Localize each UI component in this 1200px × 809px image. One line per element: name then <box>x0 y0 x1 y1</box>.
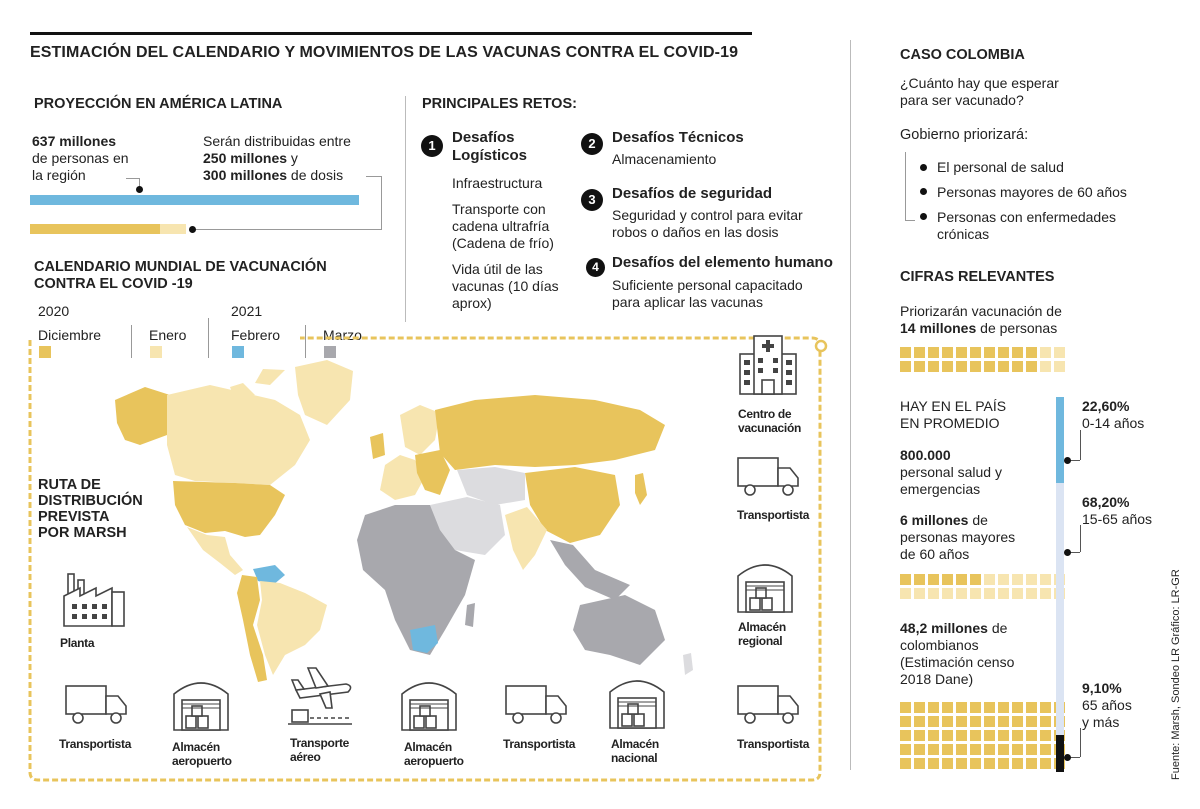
year-2021: 2021 <box>231 303 263 319</box>
label-planta: Planta <box>60 636 95 650</box>
people-line2: de personas en <box>32 150 129 166</box>
people-bold: 637 millones <box>32 133 117 149</box>
label-almacen-nacional <box>611 737 659 765</box>
pictogram-square <box>1026 730 1037 741</box>
pictogram-square <box>900 347 911 358</box>
pictogram-square <box>998 730 1009 741</box>
map-madagascar <box>465 603 475 627</box>
pictogram-square <box>998 574 1009 585</box>
pictogram-square <box>900 716 911 727</box>
health-staff-bold: 800.000 <box>900 447 951 463</box>
truck-icon <box>504 684 568 726</box>
pictogram-square <box>942 702 953 713</box>
grid-6-millones <box>900 574 1070 602</box>
pictogram-square <box>984 588 995 599</box>
label-almacen-aeropuerto-1b: aeropuerto <box>172 754 232 768</box>
map-japan <box>635 473 647 505</box>
label-transportista-3: Transportista <box>737 737 810 751</box>
label-transportista-1: Transportista <box>59 737 132 751</box>
doses-line1: Serán distribuidas entre <box>203 133 351 149</box>
map-uk <box>370 433 385 459</box>
priority-bullet-3 <box>920 213 927 220</box>
figures-priority-rest: de personas <box>976 320 1058 336</box>
population-bold: 48,2 millones <box>900 620 988 636</box>
challenge-1-detail-7: aprox) <box>452 295 492 311</box>
priority-bracket <box>905 152 906 220</box>
colombia-question-1: ¿Cuánto hay que esperar <box>900 75 1059 91</box>
priority-bullet-1 <box>920 164 927 171</box>
colombia-question-2: para ser vacunado? <box>900 92 1024 108</box>
map-new-zealand <box>683 653 693 675</box>
pictogram-square <box>942 361 953 372</box>
country-heading-1: HAY EN EL PAÍS <box>900 398 1007 414</box>
age-connector-2v <box>1080 525 1081 552</box>
pictogram-square <box>1012 347 1023 358</box>
population-2: colombianos <box>900 637 979 653</box>
pictogram-square <box>998 361 1009 372</box>
label-almacen-nacional-2: nacional <box>611 751 658 765</box>
older-people-rest: de <box>968 512 988 528</box>
pictogram-square <box>984 730 995 741</box>
pictogram-square <box>914 730 925 741</box>
pictogram-square <box>1012 574 1023 585</box>
pictogram-square <box>900 758 911 769</box>
health-staff-3: emergencias <box>900 481 981 497</box>
pictogram-square <box>1040 574 1051 585</box>
challenge-number-1: 1 <box>421 135 443 157</box>
age-group-65plus <box>1082 680 1132 731</box>
colombia-heading: CASO COLOMBIA <box>900 47 1025 63</box>
month-diciembre: Diciembre <box>38 327 102 343</box>
population-rest: de <box>987 620 1008 636</box>
pictogram-square <box>970 730 981 741</box>
age-connector-3v <box>1080 728 1081 757</box>
pictogram-square <box>942 574 953 585</box>
airplane-icon <box>286 664 356 730</box>
pictogram-square <box>1012 730 1023 741</box>
pictogram-square <box>928 758 939 769</box>
label-almacen-aeropuerto-2 <box>404 740 464 768</box>
map-mexico <box>187 527 243 575</box>
page-title: ESTIMACIÓN DEL CALENDARIO Y MOVIMIENTOS DE LAS VACUNAS CONTRA EL COVID-19 <box>30 44 739 61</box>
map-russia <box>435 395 665 470</box>
label-centro-2: vacunación <box>738 421 802 435</box>
pictogram-square <box>984 702 995 713</box>
pictogram-square <box>900 730 911 741</box>
pictogram-square <box>998 702 1009 713</box>
pictogram-square <box>970 361 981 372</box>
pictogram-square <box>1026 347 1037 358</box>
challenge-4-title: Desafíos del elemento humano <box>612 254 833 271</box>
label-almacen-regional-1: Almacén <box>738 620 786 634</box>
route-heading-3: PREVISTA <box>38 509 110 525</box>
pictogram-square <box>1026 361 1037 372</box>
pictogram-square <box>956 588 967 599</box>
age-label-2: 15-65 años <box>1082 511 1153 527</box>
figures-heading: CIFRAS RELEVANTES <box>900 269 1055 285</box>
pictogram-square <box>942 744 953 755</box>
warehouse-icon <box>400 674 458 732</box>
pictogram-square <box>984 574 995 585</box>
challenge-1-detail-1: Infraestructura <box>452 175 543 191</box>
challenge-number-3: 3 <box>581 189 603 211</box>
label-almacen-nacional-1: Almacén <box>611 737 659 751</box>
calendar-heading-2: CONTRA EL COVID -19 <box>34 276 193 292</box>
hospital-icon <box>738 334 798 396</box>
label-almacen-regional <box>738 620 786 648</box>
age-bar-0-14 <box>1056 397 1064 483</box>
doses-bold1: 250 millones <box>203 150 288 166</box>
pictogram-square <box>928 347 939 358</box>
pictogram-square <box>900 574 911 585</box>
month-febrero: Febrero <box>231 327 281 343</box>
country-heading <box>900 398 1006 432</box>
priority-item-2: Personas mayores de 60 años <box>937 184 1127 200</box>
age-bar-65plus <box>1056 735 1064 772</box>
pictogram-square <box>1012 758 1023 769</box>
label-almacen-aeropuerto-1a: Almacén <box>172 740 220 754</box>
population <box>900 620 1014 688</box>
label-transporte-aereo-1: Transporte <box>290 736 350 750</box>
older-people-3: de 60 años <box>900 546 970 562</box>
figures-priority-1: Priorizarán vacunación de <box>900 303 1062 319</box>
pictogram-square <box>928 744 939 755</box>
projection-heading: PROYECCIÓN EN AMÉRICA LATINA <box>34 96 283 112</box>
truck-icon <box>64 684 128 726</box>
map-canada <box>167 385 310 485</box>
pictogram-square <box>956 574 967 585</box>
warehouse-icon <box>608 672 666 730</box>
pictogram-square <box>984 347 995 358</box>
route-heading-4: POR MARSH <box>38 525 127 541</box>
pictogram-square <box>998 758 1009 769</box>
pictogram-square <box>942 588 953 599</box>
pictogram-square <box>970 758 981 769</box>
health-staff-2: personal salud y <box>900 464 1002 480</box>
pictogram-square <box>1012 744 1023 755</box>
pictogram-square <box>1026 758 1037 769</box>
pictogram-square <box>1054 347 1065 358</box>
people-line3: la región <box>32 167 86 183</box>
pictogram-square <box>984 361 995 372</box>
pictogram-square <box>1012 716 1023 727</box>
pictogram-square <box>900 361 911 372</box>
pictogram-square <box>970 702 981 713</box>
label-centro-vacunacion <box>738 407 801 435</box>
challenge-number-4: 4 <box>586 258 605 277</box>
pictogram-square <box>956 347 967 358</box>
pictogram-square <box>1012 588 1023 599</box>
pictogram-square <box>956 730 967 741</box>
challenge-3-detail-2: robos o daños en las dosis <box>612 224 779 240</box>
pictogram-square <box>984 744 995 755</box>
priority-item-3b: crónicas <box>937 226 990 242</box>
pictogram-square <box>942 758 953 769</box>
older-people-bold: 6 millones <box>900 512 969 528</box>
challenge-1-detail-6: vacunas (10 días <box>452 278 559 294</box>
pictogram-square <box>900 744 911 755</box>
challenge-1-title-2: Logísticos <box>452 147 528 164</box>
pictogram-square <box>914 702 925 713</box>
label-transporte-aereo <box>290 736 349 764</box>
doses-rest: de dosis <box>287 167 344 183</box>
figures-priority <box>900 303 1062 337</box>
label-almacen-aeropuerto-1 <box>172 740 232 768</box>
credit-source: Fuente: Marsh, Sondeo LR <box>1170 647 1182 780</box>
pictogram-square <box>1054 361 1065 372</box>
label-almacen-regional-2: regional <box>738 634 783 648</box>
label-almacen-aeropuerto-2b: aeropuerto <box>404 754 464 768</box>
pictogram-square <box>928 361 939 372</box>
route-heading-1: RUTA DE <box>38 477 101 493</box>
challenge-4-detail-1: Suficiente personal capacitado <box>612 277 803 293</box>
challenge-3-title: Desafíos de seguridad <box>612 185 773 202</box>
label-centro-1: Centro de <box>738 407 792 421</box>
pictogram-square <box>914 716 925 727</box>
pictogram-square <box>914 574 925 585</box>
grid-14-millones <box>900 347 1070 375</box>
older-people <box>900 512 1015 563</box>
map-alaska <box>115 387 170 445</box>
priority-bracket-bottom <box>905 220 915 221</box>
pictogram-square <box>970 716 981 727</box>
pictogram-square <box>928 730 939 741</box>
priority-item-3 <box>937 209 1116 243</box>
challenge-2-detail: Almacenamiento <box>612 151 717 167</box>
age-group-0-14 <box>1082 398 1144 432</box>
map-australia <box>573 595 665 665</box>
pictogram-square <box>984 716 995 727</box>
calendar-heading-1: CALENDARIO MUNDIAL DE VACUNACIÓN <box>34 259 327 275</box>
pictogram-square <box>942 347 953 358</box>
pictogram-square <box>998 588 1009 599</box>
route-heading-2: DISTRIBUCIÓN <box>38 493 143 509</box>
pictogram-square <box>1040 744 1051 755</box>
pictogram-square <box>1040 758 1051 769</box>
pictogram-square <box>928 702 939 713</box>
pictogram-square <box>928 588 939 599</box>
challenge-4-detail-2: para aplicar las vacunas <box>612 294 763 310</box>
truck-icon <box>736 684 800 726</box>
world-map <box>95 355 715 685</box>
map-south-america <box>257 581 327 675</box>
age-dot-3 <box>1064 754 1071 761</box>
challenge-1-detail-4: (Cadena de frío) <box>452 235 554 251</box>
pictogram-square <box>914 744 925 755</box>
factory-icon <box>62 572 126 628</box>
year-2020: 2020 <box>38 303 70 319</box>
map-se-asia <box>550 540 630 600</box>
pictogram-square <box>914 758 925 769</box>
population-3: (Estimación censo <box>900 654 1015 670</box>
pictogram-square <box>914 347 925 358</box>
colombia-question <box>900 75 1059 109</box>
truck-icon <box>736 456 800 498</box>
pictogram-square <box>970 347 981 358</box>
month-marzo: Marzo <box>323 327 362 343</box>
pictogram-square <box>1026 702 1037 713</box>
pictogram-square <box>928 716 939 727</box>
age-pct-3: 9,10% <box>1082 680 1122 696</box>
credit-graphic: Gráfico: LR-GR <box>1170 569 1182 645</box>
pictogram-square <box>914 588 925 599</box>
pictogram-square <box>914 361 925 372</box>
pictogram-square <box>1040 730 1051 741</box>
doses-y: y <box>287 150 298 166</box>
age-dot-1 <box>1064 457 1071 464</box>
pictogram-square <box>956 361 967 372</box>
route-heading <box>38 477 143 541</box>
priority-item-3a: Personas con enfermedades <box>937 209 1116 225</box>
pictogram-square <box>1026 574 1037 585</box>
pictogram-square <box>900 588 911 599</box>
pictogram-square <box>956 758 967 769</box>
challenge-1-title-1: Desafíos <box>452 129 515 146</box>
pictogram-square <box>1040 347 1051 358</box>
pictogram-square <box>956 702 967 713</box>
warehouse-icon <box>736 556 794 614</box>
challenge-number-2: 2 <box>581 133 603 155</box>
pictogram-square <box>1012 361 1023 372</box>
pictogram-square <box>928 574 939 585</box>
priority-item-1: El personal de salud <box>937 159 1064 175</box>
figures-priority-bold: 14 millones <box>900 320 977 336</box>
pictogram-square <box>942 716 953 727</box>
health-staff <box>900 447 1002 498</box>
label-almacen-aeropuerto-2a: Almacén <box>404 740 452 754</box>
pictogram-square <box>956 716 967 727</box>
pictogram-square <box>998 744 1009 755</box>
age-bar-15-65 <box>1056 483 1064 735</box>
age-dot-2 <box>1064 549 1071 556</box>
age-label-1: 0-14 años <box>1082 415 1145 431</box>
pictogram-square <box>1026 744 1037 755</box>
doses-bold2: 300 millones <box>203 167 288 183</box>
pictogram-square <box>970 574 981 585</box>
challenge-1-detail-5: Vida útil de las <box>452 261 543 277</box>
pictogram-square <box>1040 716 1051 727</box>
country-heading-2: EN PROMEDIO <box>900 415 1000 431</box>
grid-48-millones <box>900 702 1070 774</box>
population-4: 2018 Dane) <box>900 671 974 687</box>
age-connector-1v <box>1080 430 1081 460</box>
pictogram-square <box>970 744 981 755</box>
pictogram-square <box>998 347 1009 358</box>
pictogram-square <box>1040 361 1051 372</box>
map-south-africa <box>410 625 438 653</box>
pictogram-square <box>984 758 995 769</box>
pictogram-square <box>1026 588 1037 599</box>
age-group-15-65 <box>1082 494 1152 528</box>
challenge-1-detail-2: Transporte con <box>452 201 546 217</box>
priority-bullet-2 <box>920 188 927 195</box>
age-pct-2: 68,20% <box>1082 494 1130 510</box>
label-transportista-2: Transportista <box>503 737 576 751</box>
age-label-3b: y más <box>1082 714 1120 730</box>
pictogram-square <box>998 716 1009 727</box>
pictogram-square <box>956 744 967 755</box>
age-pct-1: 22,60% <box>1082 398 1130 414</box>
map-scandinavia <box>400 405 440 455</box>
challenge-3-detail-1: Seguridad y control para evitar <box>612 207 803 223</box>
age-label-3a: 65 años <box>1082 697 1132 713</box>
pictogram-square <box>1012 702 1023 713</box>
pictogram-square <box>1040 588 1051 599</box>
challenge-2-title: Desafíos Técnicos <box>612 129 744 146</box>
map-greenland <box>295 360 353 425</box>
pictogram-square <box>900 702 911 713</box>
priority-heading: Gobierno priorizará: <box>900 127 1029 143</box>
pictogram-square <box>1026 716 1037 727</box>
pictogram-square <box>970 588 981 599</box>
pictogram-square <box>1040 702 1051 713</box>
divider-main <box>850 40 851 770</box>
label-transporte-aereo-2: aéreo <box>290 750 321 764</box>
month-enero: Enero <box>149 327 187 343</box>
challenge-1-detail-3: cadena ultrafría <box>452 218 550 234</box>
older-people-2: personas mayores <box>900 529 1016 545</box>
challenges-heading: PRINCIPALES RETOS: <box>422 96 577 112</box>
label-transportista-4: Transportista <box>737 508 810 522</box>
warehouse-icon <box>172 674 230 732</box>
pictogram-square <box>942 730 953 741</box>
